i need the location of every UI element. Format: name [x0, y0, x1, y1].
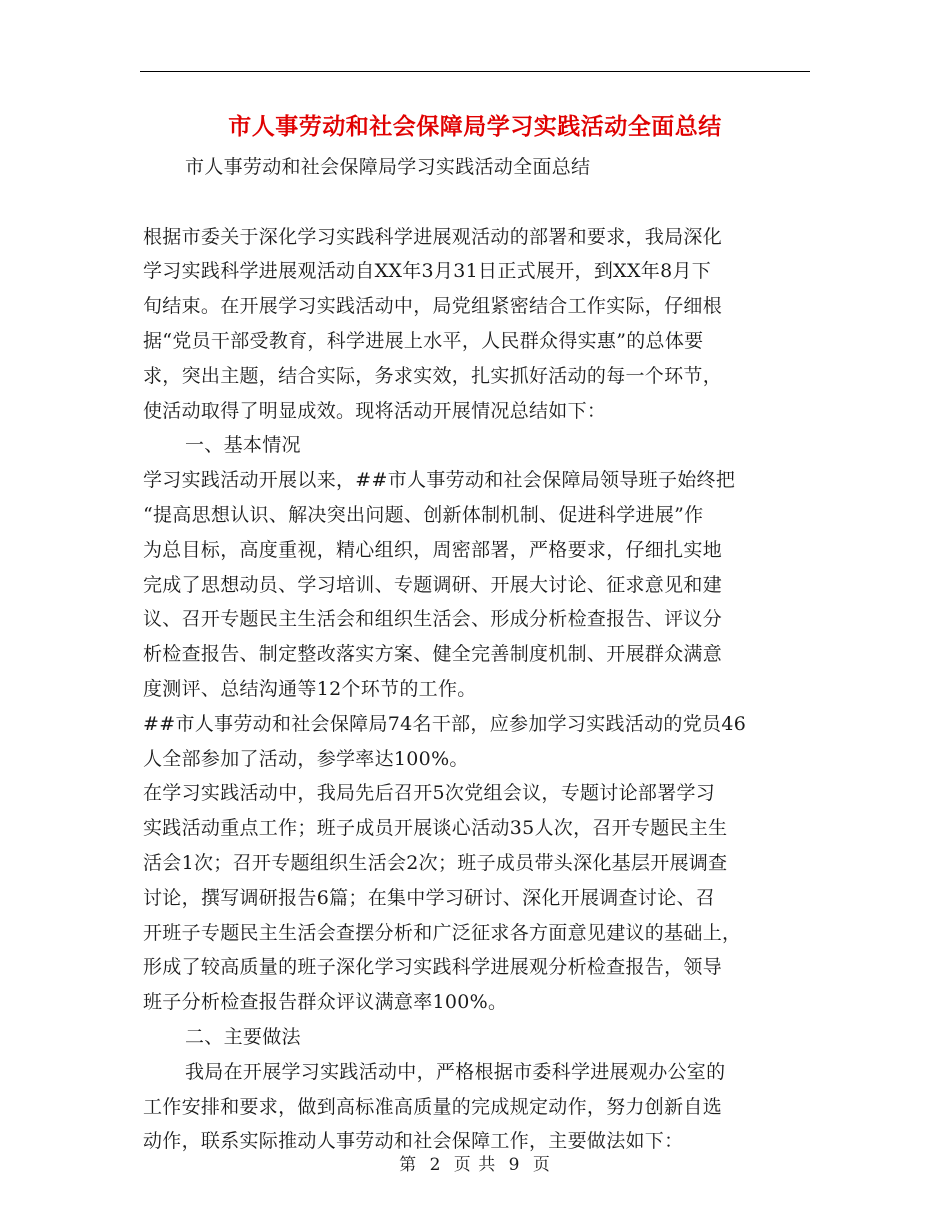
- text-line: 旬结束。在开展学习实践活动中，局党组紧密结合工作实际，仔细根: [143, 295, 723, 318]
- footer-middle: 页 共: [453, 1155, 497, 1175]
- page-footer: [0, 1150, 950, 1175]
- text-line: 讨论，撰写调研报告6篇；在集中学习研讨、深化开展调查讨论、召: [143, 886, 716, 909]
- text-line: 工作安排和要求，做到高标准高质量的完成规定动作，努力创新自选: [143, 1095, 723, 1118]
- text-line: 求，突出主题，结合实际，务求实效，扎实抓好活动的每一个环节，: [143, 364, 723, 387]
- text-line: 我局在开展学习实践活动中，严格根据市委科学进展观办公室的: [185, 1060, 726, 1083]
- current-page-number: 2: [429, 1155, 442, 1175]
- text-line: 使活动取得了明显成效。现将活动开展情况总结如下：: [143, 399, 607, 422]
- blank-line: [143, 185, 815, 220]
- header-rule: [140, 71, 810, 72]
- text-line: 班子分析检查报告群众评议满意率100%。: [143, 991, 508, 1014]
- text-line: 在学习实践活动中，我局先后召开5次党组会议，专题讨论部署学习: [143, 782, 716, 805]
- text-line: 学习实践科学进展观活动自XX年3月31日正式展开，到XX年8月下: [143, 260, 712, 283]
- text-line: 人全部参加了活动，参学率达100%。: [143, 747, 469, 770]
- total-pages-number: 9: [508, 1155, 521, 1175]
- document-title: 市人事劳动和社会保障局学习实践活动全面总结: [228, 113, 722, 140]
- text-line: 开班子专题民主生活会查摆分析和广泛征求各方面意见建议的基础上，: [143, 921, 742, 944]
- text-line: 为总目标，高度重视，精心组织，周密部署，严格要求，仔细扎实地: [143, 538, 723, 561]
- text-line: 二、主要做法: [185, 1025, 301, 1048]
- text-line: 据“党员干部受教育，科学进展上水平，人民群众得实惠”的总体要: [143, 329, 704, 352]
- text-line: 度测评、总结沟通等12个环节的工作。: [143, 677, 477, 700]
- footer-suffix: 页: [532, 1155, 551, 1175]
- footer-prefix: 第: [399, 1155, 418, 1175]
- text-line: 活会1次；召开专题组织生活会2次；班子成员带头深化基层开展调查: [143, 851, 728, 874]
- text-line: 完成了思想动员、学习培训、专题调研、开展大讨论、征求意见和建: [143, 573, 723, 596]
- text-line: 根据市委关于深化学习实践科学进展观活动的部署和要求，我局深化: [143, 225, 723, 248]
- text-line: 学习实践活动开展以来，##市人事劳动和社会保障局领导班子始终把: [143, 469, 736, 492]
- text-line: 实践活动重点工作；班子成员开展谈心活动35人次，召开专题民主生: [143, 817, 728, 840]
- text-line: “提高思想认识、解决突出问题、创新体制机制、促进科学进展”作: [143, 503, 704, 526]
- text-line: 议、召开专题民主生活会和组织生活会、形成分析检查报告、评议分: [143, 608, 723, 631]
- text-line: 一、基本情况: [185, 434, 301, 457]
- text-line: 动作，联系实际推动人事劳动和社会保障工作，主要做法如下：: [143, 1130, 684, 1153]
- text-line: 市人事劳动和社会保障局学习实践活动全面总结: [185, 156, 591, 178]
- text-line: 析检查报告、制定整改落实方案、健全完善制度机制、开展群众满意: [143, 643, 723, 666]
- document-body: [143, 150, 815, 1159]
- text-line: 形成了较高质量的班子深化学习实践科学进展观分析检查报告，领导: [143, 956, 723, 979]
- text-line: ##市人事劳动和社会保障局74名干部，应参加学习实践活动的党员46: [143, 712, 747, 735]
